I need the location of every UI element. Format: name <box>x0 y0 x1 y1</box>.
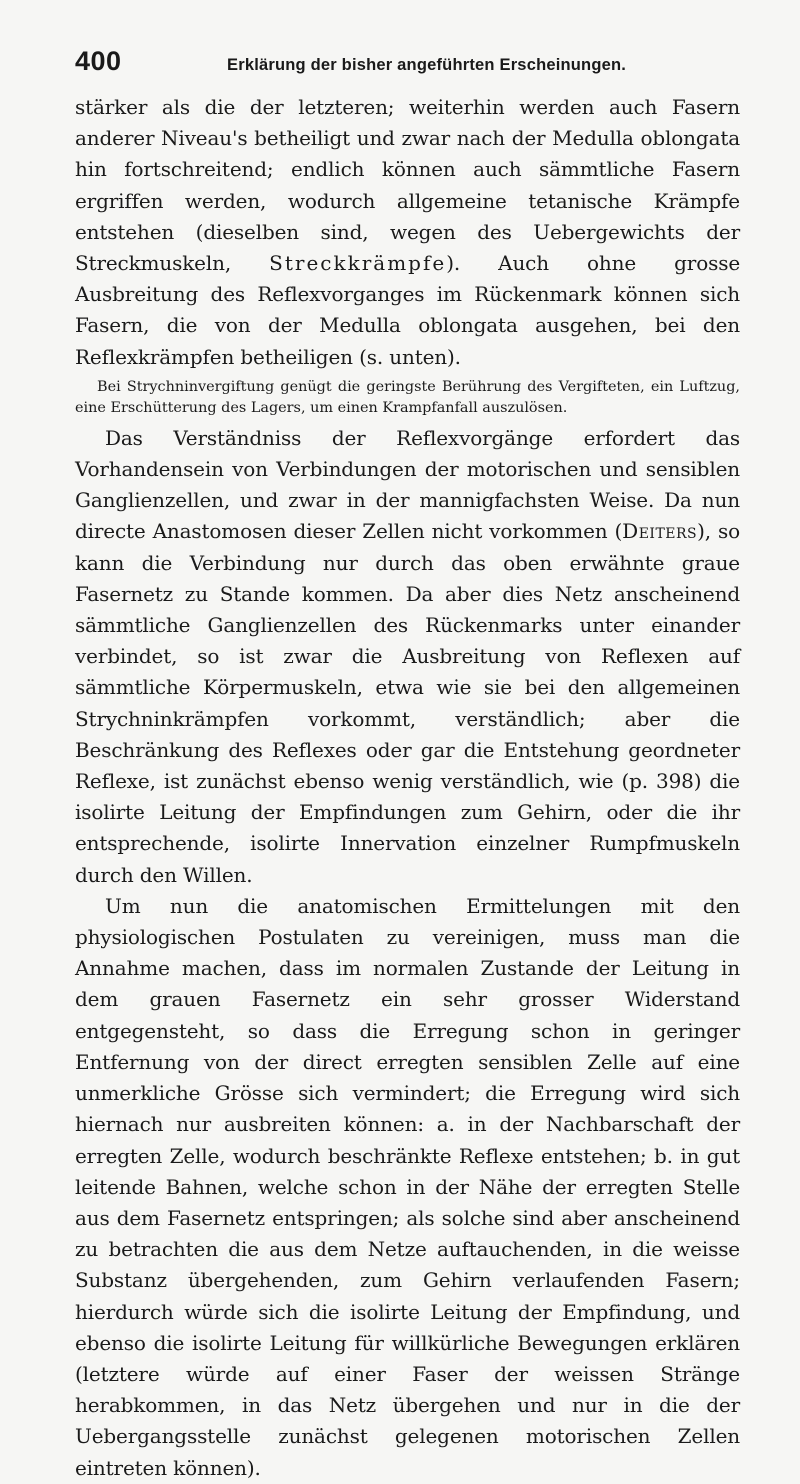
footnote-strychnine: Bei Strychninvergiftung genügt die geringste Berührung des Vergifteten, ein Luftzug, eine Erschütterung des Lagers, um einen Krampfanfall auszulösen. <box>75 378 740 416</box>
paragraph-3: Um nun die anatomischen Ermittelungen mit den physiologischen Postulaten zu vereinigen, muss man die Annahme machen, dass im normalen Zustande der Leitung in dem grauen Fasernetz ein sehr grosser Widerstand entgegensteht, so dass die Erregung schon in geringer Entfernung von der direct erregten sensiblen Zelle auf eine unmerkliche Grösse sich vermindert; die Erregung wird sich hiernach nur ausbreiten können: a. in der Nachbarschaft der erregten Zelle, wodurch beschränkte Reflexe entstehen; b. in gut leitende Bahnen, welche schon in der Nähe der erregten Stelle aus dem Fasernetz entspringen; als solche sind aber anscheinend zu betrachten die aus dem Netze auftauchenden, in die weisse Substanz übergehenden, zum Gehirn verlaufenden Fasern; hierdurch würde sich die isolirte Leitung der Empfindung, und ebenso die isolirte Leitung für willkürliche Bewegungen erklären (letztere würde auf einer Faser der weissen Stränge herabkommen, in das Netz übergehen und nur in die der Uebergangsstelle zunächst gelegenen motorischen Zellen eintreten können). <box>75 893 740 1480</box>
paragraph-1 <box>75 92 740 373</box>
paragraph-2-part-a: Das Verständniss der Reflexvorgänge erfordert das Vorhandensein von Verbindungen der motorischen und sensiblen Ganglienzellen, und zwar in der mannigfachsten Weise. Da nun directe Anastomosen dieser Zellen nicht vorkommen ( <box>75 425 740 544</box>
paragraph-2 <box>75 423 740 891</box>
paragraph-1-part-a: stärker als die der letzteren; weiterhin werden auch Fasern anderer Niveau's betheiligt und zwar nach der Medulla oblongata hin fortschreitend; endlich können auch sämmtliche Fasern ergriffen werden, wodurch allgemeine tetanische Krämpfe entstehen (dieselben sind, wegen des Uebergewichts der Streckmuskeln, <box>75 95 740 276</box>
page-number: 400 <box>75 46 122 76</box>
spaced-term: Streckkrämpfe <box>269 251 447 276</box>
author-name: Deiters <box>622 519 698 544</box>
running-title: Erklärung der bisher angeführten Erscheinungen. <box>227 56 627 74</box>
paragraph-1-part-b: ). Auch ohne grosse Ausbreitung des Reflexvorganges im Rückenmark können sich Fasern, die von der Medulla oblongata ausgehen, bei den Reflexkrämpfen betheiligen (s. unten). <box>75 251 741 369</box>
running-head <box>75 46 740 82</box>
paragraph-2-part-b: ), so kann die Verbindung nur durch das oben erwähnte graue Fasernetz zu Stande kommen. Da aber dies Netz anscheinend sämmtliche Ganglienzellen des Rückenmarks unter einander verbindet, so ist zwar die Ausbreitung von Reflexen auf sämmtliche Körpermuskeln, etwa wie sie bei den allgemeinen Strychninkrämpfen vorkommt, verständlich; aber die Beschränkung des Reflexes oder gar die Entstehung geordneter Reflexe, ist zunächst ebenso wenig verständlich, wie (p. 398) die isolirte Leitung der Empfindungen zum Gehirn, oder die ihr entsprechende, isolirte Innervation einzelner Rumpfmuskeln durch den Willen. <box>75 519 740 887</box>
body-text <box>75 92 740 1484</box>
